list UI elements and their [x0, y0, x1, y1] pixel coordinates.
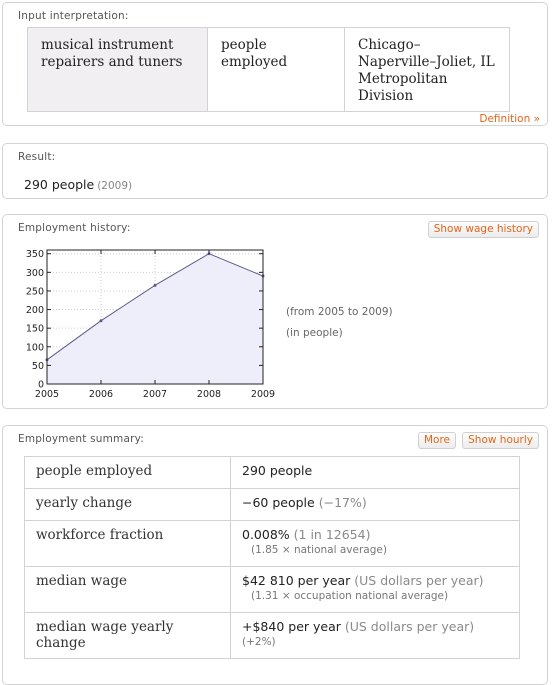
row-value-median-wage [231, 567, 520, 613]
chart-x-tick-label: 2008 [196, 389, 222, 400]
interpretation-property: people employed [208, 28, 345, 112]
chart-area-fill [47, 254, 263, 384]
show-wage-history-button[interactable]: Show wage history [428, 221, 539, 238]
employment-summary-title: Employment summary: [18, 433, 145, 445]
median-wage-national: (1.31 × occupation national average) [251, 590, 449, 602]
workforce-fraction-ratio: (1 in 12654) [293, 527, 371, 542]
median-wage-change-unit: (US dollars per year) [344, 619, 475, 634]
table-row [25, 457, 520, 489]
median-wage-value: $42 810 per year [242, 573, 351, 588]
chart-y-tick-label: 250 [25, 286, 44, 298]
definition-link[interactable]: Definition » [479, 113, 540, 125]
workforce-fraction-national: (1.85 × national average) [251, 544, 387, 556]
yearly-change-value: −60 people [242, 495, 315, 510]
people-employed-value: 290 people [242, 463, 313, 478]
chart-point [154, 284, 157, 287]
workforce-fraction-value: 0.008% [242, 527, 290, 542]
yearly-change-percent: (−17%) [318, 495, 367, 510]
chart-range-note: (from 2005 to 2009) [286, 306, 393, 318]
table-row [25, 567, 520, 613]
chart-y-tick-label: 350 [25, 249, 44, 261]
row-label-yearly-change: yearly change [25, 489, 231, 521]
row-value-yearly-change [231, 489, 520, 521]
row-value-median-wage-yearly-change [231, 613, 520, 659]
chart-y-tick-label: 300 [25, 267, 44, 279]
more-button[interactable]: More [418, 432, 456, 449]
chart-point [100, 319, 103, 322]
row-label-workforce-fraction: workforce fraction [25, 521, 231, 567]
median-wage-change-percent: (+2%) [242, 636, 276, 648]
chart-x-tick-label: 2007 [142, 389, 168, 400]
result-value: 290 people [24, 177, 95, 192]
chart-y-tick-label: 200 [25, 305, 44, 317]
result-year: (2009) [97, 180, 133, 192]
row-label-median-wage: median wage [25, 567, 231, 613]
chart-y-tick-label: 0 [37, 379, 44, 391]
chart-x-tick-label: 2009 [250, 389, 276, 400]
table-row [25, 489, 520, 521]
result-title: Result: [18, 151, 56, 163]
show-hourly-button[interactable]: Show hourly [462, 432, 539, 449]
chart-y-tick-label: 100 [25, 342, 44, 354]
chart-y-tick-label: 50 [31, 360, 44, 372]
table-row [25, 521, 520, 567]
interpretation-location: Chicago–Naperville–Joliet, IL Metropolitan Division [345, 28, 510, 112]
chart-unit-note: (in people) [286, 327, 343, 339]
median-wage-unit: (US dollars per year) [354, 573, 484, 588]
table-row [25, 613, 520, 659]
median-wage-change-value: +$840 per year [242, 619, 341, 634]
row-value-people-employed [231, 457, 520, 489]
chart-x-tick-label: 2005 [34, 389, 60, 400]
row-label-median-wage-yearly-change: median wage yearly change [25, 613, 231, 659]
row-label-people-employed: people employed [25, 457, 231, 489]
chart-y-tick-label: 150 [25, 323, 44, 335]
employment-history-title: Employment history: [18, 222, 131, 234]
row-value-workforce-fraction [231, 521, 520, 567]
input-interpretation-title: Input interpretation: [18, 10, 129, 22]
interpretation-occupation: musical instrument repairers and tuners [28, 28, 208, 112]
chart-x-tick-label: 2006 [88, 389, 114, 400]
summary-table [24, 456, 520, 659]
